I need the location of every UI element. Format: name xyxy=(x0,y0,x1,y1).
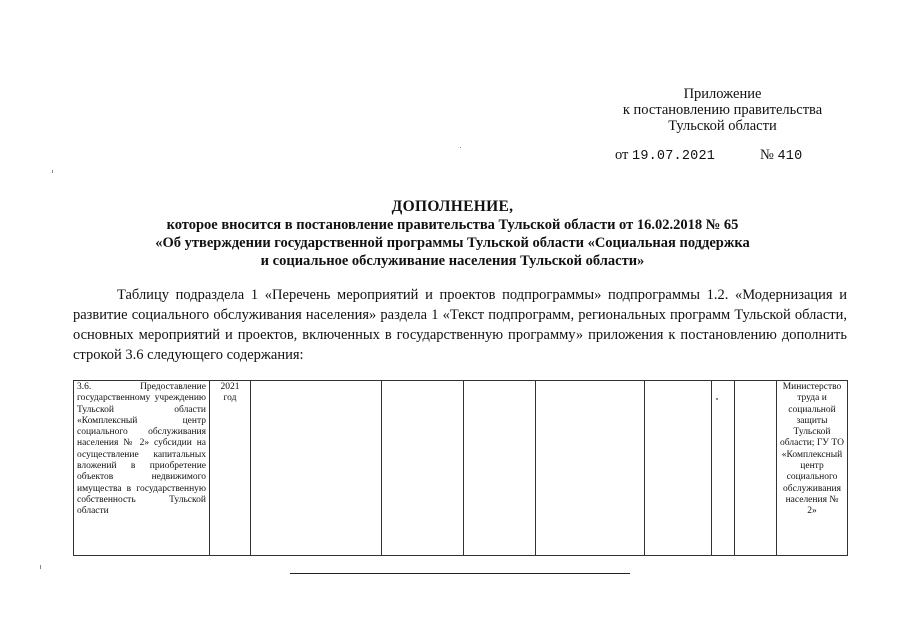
title-main: ДОПОЛНЕНИЕ, xyxy=(391,198,514,215)
amendment-table xyxy=(73,380,848,556)
order-number-label: № xyxy=(760,147,774,163)
table-cell-empty xyxy=(536,381,645,556)
table-cell-empty xyxy=(382,381,464,556)
closing-rule xyxy=(290,573,630,574)
appendix-region: Тульской области xyxy=(668,118,777,134)
table-row xyxy=(74,381,848,556)
appendix-title: Приложение xyxy=(683,86,762,102)
document-title xyxy=(60,198,845,270)
scan-speck xyxy=(460,147,461,148)
table-cell-year: 2021 год xyxy=(210,381,251,556)
appendix-subtitle: к постановлению правительства xyxy=(622,102,823,118)
table-cell-measure: 3.6. Предоставление государственному учреждению Тульской области «Комплексный центр социального обслуживания населения № 2» субсидии на осуществление капитальных вложений в приобретение объектов недвижимого имущества в государственную собственность Тульской области xyxy=(74,381,210,556)
table-cell-empty xyxy=(251,381,382,556)
order-number: 410 xyxy=(777,149,803,164)
scan-speck xyxy=(52,170,53,173)
appendix-header xyxy=(600,86,845,134)
table-cell-empty xyxy=(645,381,712,556)
scan-speck xyxy=(40,565,41,569)
table-cell-responsible: Министерство труда и социальной защиты Тульской области; ГУ ТО «Комплексный центр социального обслуживания населения № 2» xyxy=(777,381,848,556)
title-line-3: «Об утверждении государственной программы Тульской области «Социальная поддержка xyxy=(155,235,750,251)
order-reference xyxy=(615,147,803,164)
table-cell-empty xyxy=(735,381,777,556)
table-cell-empty xyxy=(464,381,536,556)
title-line-4: и социальное обслуживание населения Тульской области» xyxy=(260,253,645,269)
order-date-prefix: от xyxy=(615,147,629,163)
table-cell-empty xyxy=(712,381,735,556)
scan-speck xyxy=(716,398,718,400)
order-date: 19.07.2021 xyxy=(632,149,716,164)
title-line-2: которое вносится в постановление правительства Тульской области от 16.02.2018 № 65 xyxy=(166,217,739,233)
body-paragraph: Таблицу подраздела 1 «Перечень мероприятий и проектов подпрограммы» подпрограммы 1.2. «Модернизация и развитие социального обслуживания населения» раздела 1 «Текст подпрограмм, региональных программ Тульской области, основных мероприятий и проектов, включенных в государственную программу» приложения к постановлению дополнить строкой 3.6 следующего содержания: xyxy=(73,287,847,363)
